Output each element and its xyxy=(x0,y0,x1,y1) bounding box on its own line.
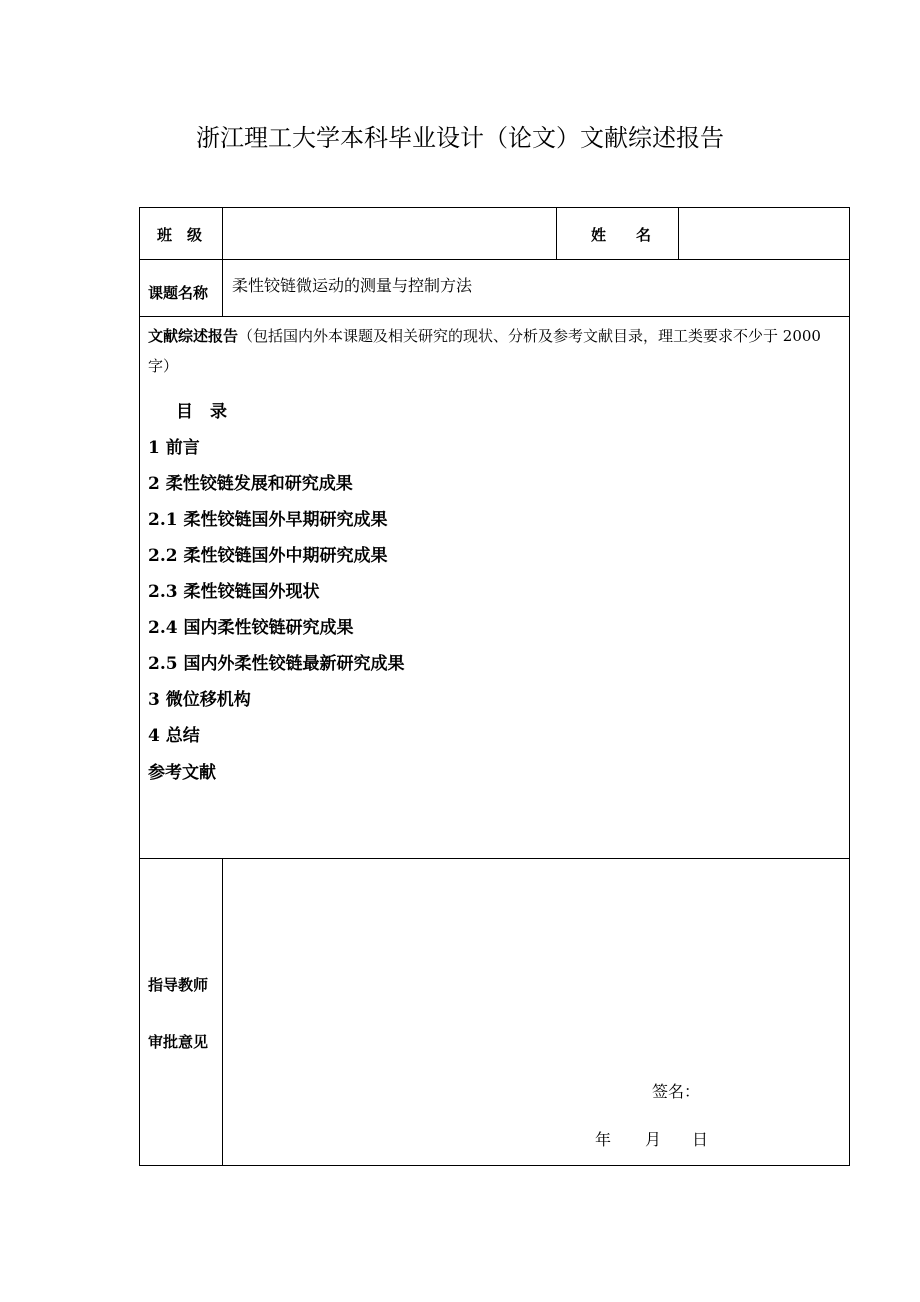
signature-label: 签名： xyxy=(652,1082,701,1101)
class-field[interactable] xyxy=(232,224,550,246)
date-day: 日 xyxy=(692,1130,709,1149)
row-divider xyxy=(139,316,850,317)
report-label: 文献综述报告 xyxy=(148,327,239,345)
report-requirements-cont: 字） xyxy=(148,357,179,375)
approval-opinion-field[interactable] xyxy=(232,868,842,1068)
topic-value: 柔性铰链微运动的测量与控制方法 xyxy=(232,276,473,295)
column-divider xyxy=(222,207,223,317)
toc-item: 4 总结 xyxy=(148,726,200,746)
date-month: 月 xyxy=(645,1130,662,1149)
toc-item: 2.5 国内外柔性铰链最新研究成果 xyxy=(148,654,405,674)
toc-item: 2.4 国内柔性铰链研究成果 xyxy=(148,618,354,638)
page-title: 浙江理工大学本科毕业设计（论文）文献综述报告 xyxy=(196,124,724,152)
advisor-label: 指导教师 xyxy=(148,976,209,994)
class-label: 班 级 xyxy=(157,226,203,244)
topic-label: 课题名称 xyxy=(148,284,209,302)
toc-item: 1 前言 xyxy=(148,438,200,458)
row-divider xyxy=(139,858,850,859)
date-year: 年 xyxy=(595,1130,612,1149)
toc-item: 3 微位移机构 xyxy=(148,690,251,710)
toc-title: 目 录 xyxy=(176,402,227,422)
approval-label: 审批意见 xyxy=(148,1033,209,1051)
row-divider xyxy=(139,259,850,260)
report-requirements: （包括国内外本课题及相关研究的现状、分析及参考文献目录，理工类要求不少于 2000 xyxy=(238,327,821,345)
toc-item: 2.1 柔性铰链国外早期研究成果 xyxy=(148,510,388,530)
toc-item: 2.2 柔性铰链国外中期研究成果 xyxy=(148,546,388,566)
toc-item: 2.3 柔性铰链国外现状 xyxy=(148,582,320,602)
report-description xyxy=(148,321,848,381)
name-label: 姓 名 xyxy=(591,226,652,244)
toc-item: 2 柔性铰链发展和研究成果 xyxy=(148,474,353,494)
name-field[interactable] xyxy=(688,224,843,246)
column-divider xyxy=(556,207,557,260)
column-divider xyxy=(678,207,679,260)
column-divider xyxy=(222,858,223,1166)
toc-item: 参考文献 xyxy=(148,763,216,783)
